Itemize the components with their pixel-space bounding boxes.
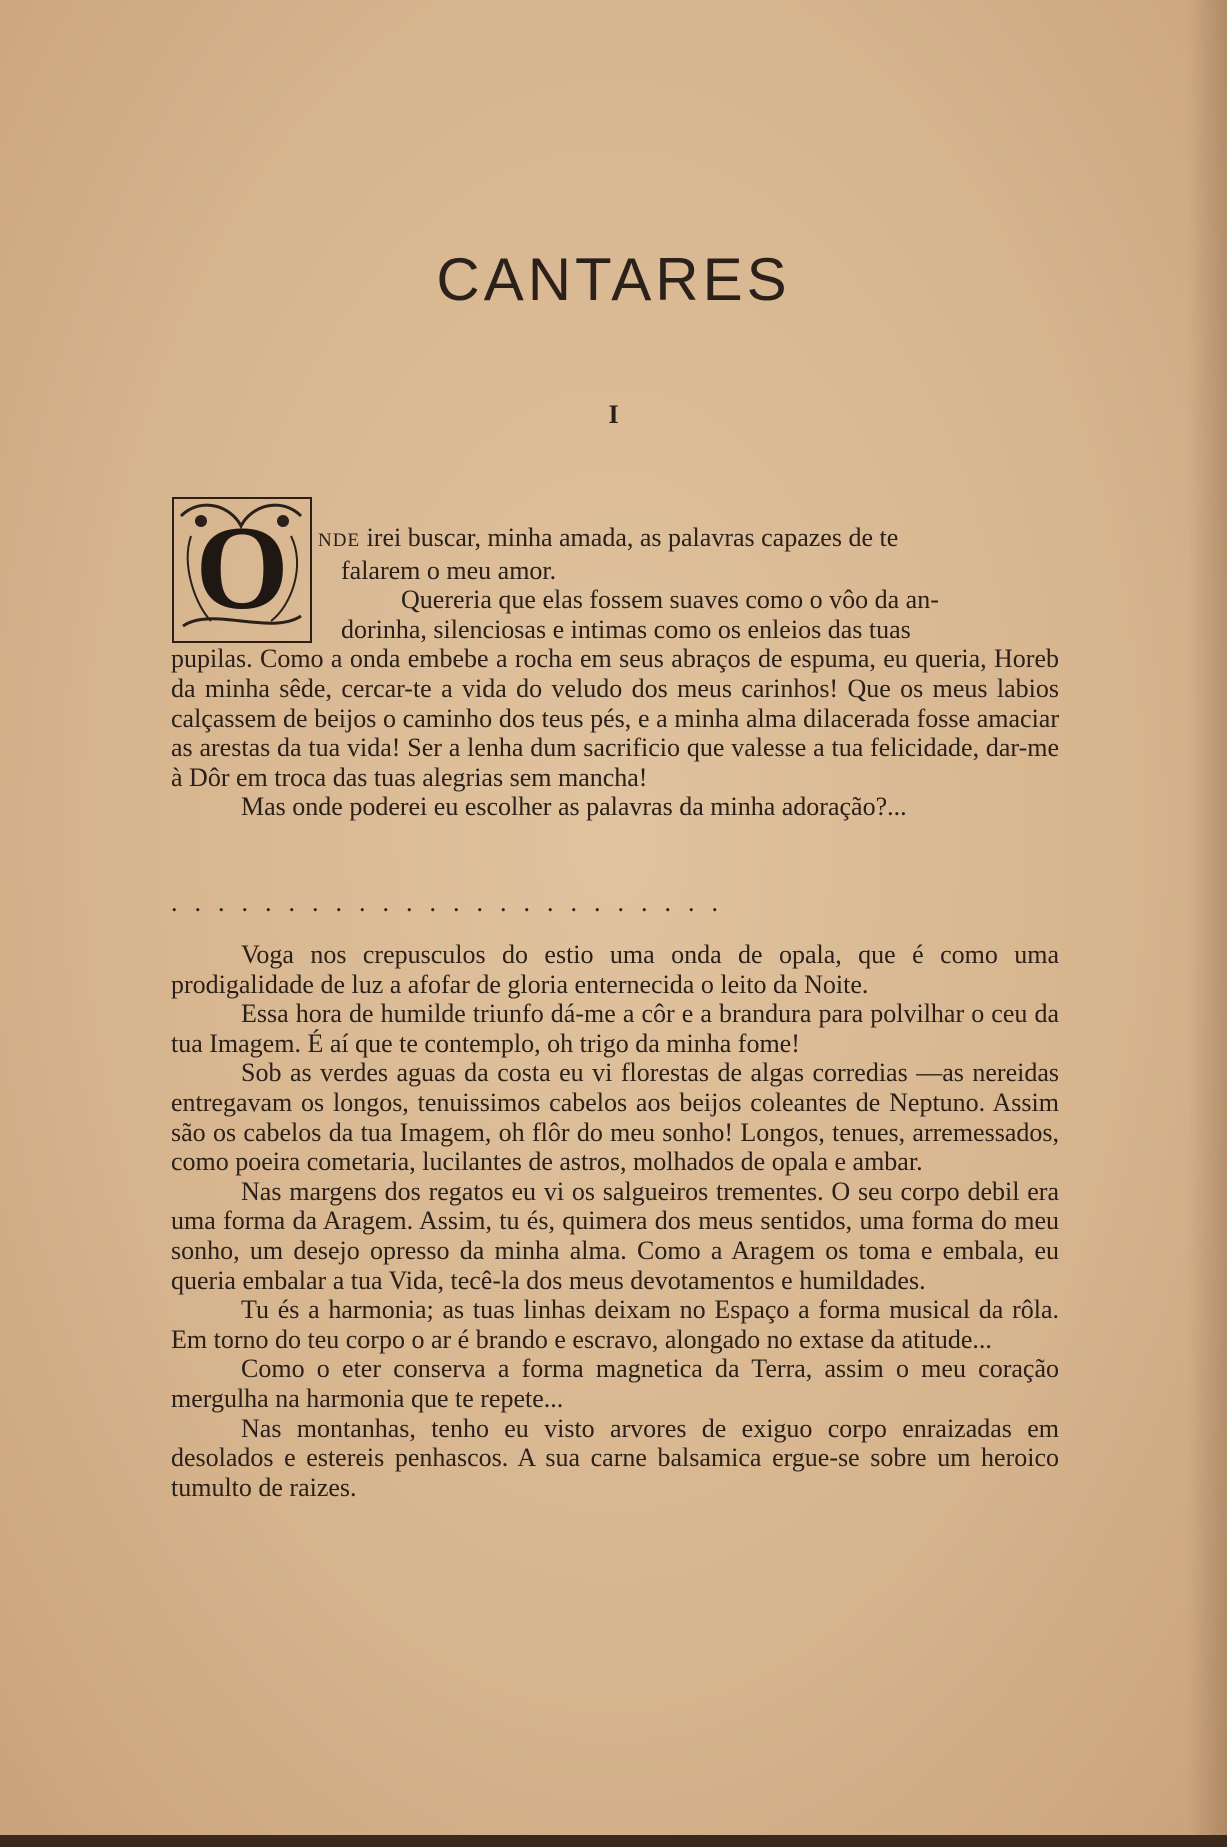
paragraph: Nas margens dos regatos eu vi os salgueiros trementes. O seu corpo debil era uma forma da Aragem. Assim, tu és, quimera dos meus sentidos, uma forma do meu sonho, um desejo opresso da minha alma. Como a Aragem os toma e embala, eu queria embalar a tua Vida, tecê-la dos meus devotamentos e humildades. [171, 1176, 1059, 1295]
paragraph: Essa hora de humilde triunfo dá-me a côr e a brandura para polvilhar o ceu da tua Imagem. É aí que te contemplo, oh trigo da minha fome! [171, 999, 1059, 1058]
body-text [171, 940, 1059, 1502]
paragraph: Nas montanhas, tenho eu visto arvores de exiguo corpo enraizadas em desolados e estereis penhascos. A sua carne balsamica ergue-se sobre um heroico tumulto de raizes. [171, 1413, 1059, 1502]
paragraph: Tu és a harmonia; as tuas linhas deixam no Espaço a forma musical da rôla. Em torno do teu corpo o ar é brando e escravo, alongado no extase da atitude... [171, 1295, 1059, 1354]
paragraph: Voga nos crepusculos do estio uma onda de opala, que é como uma prodigalidade de luz a afofar de gloria enternecida o leito da Noite. [171, 940, 1059, 999]
page-title: CANTARES [436, 246, 791, 313]
separator-dots: ........................ [171, 888, 735, 917]
opening-line-1-rest: irei buscar, minha amada, as palavras capazes de te [360, 523, 899, 552]
section-number: I [608, 400, 619, 429]
opening-smallcaps: NDE [318, 530, 361, 551]
opening-paragraph [171, 523, 1059, 822]
opening-line-3: Quereria que elas fossem suaves como o vôo da an- [401, 585, 939, 615]
opening-line-4: dorinha, silenciosas e intimas como os enleios das tuas [341, 614, 911, 644]
dropcap-letter: O [195, 501, 289, 634]
opening-line-1 [318, 523, 1059, 556]
opening-line-2: falarem o meu amor. [341, 555, 557, 585]
paragraph: Como o eter conserva a forma magnetica da Terra, assim o meu coração mergulha na harmonia que te repete... [171, 1354, 1059, 1413]
paragraph: Sob as verdes aguas da costa eu vi florestas de algas corredias —as nereidas entregavam os longos, tenuissimos cabelos aos beijos coleantes de Neptuno. Assim são os cabelos da tua Imagem, oh flôr do meu sonho! Longos, tenues, arremessados, como poeira cometaria, lucilantes de astros, molhados de opala e ambar. [171, 1058, 1059, 1177]
opening-rest: pupilas. Como a onda embebe a rocha em seus abraços de espuma, eu queria, Horeb da minha sêde, cercar-te a vida do veludo dos meus carinhos! Que os meus labios calçassem de beijos o caminho dos teus pés, e a minha alma dilacerada fosse amaciar as arestas da tua vida! Ser a lenha dum sacrificio que valesse a tua felicidade, dar-me à Dôr em troca das tuas alegrias sem mancha! [171, 644, 1059, 792]
page-bottom-edge [0, 1835, 1227, 1847]
closing-line: Mas onde poderei eu escolher as palavras da minha adoração?... [241, 792, 907, 822]
